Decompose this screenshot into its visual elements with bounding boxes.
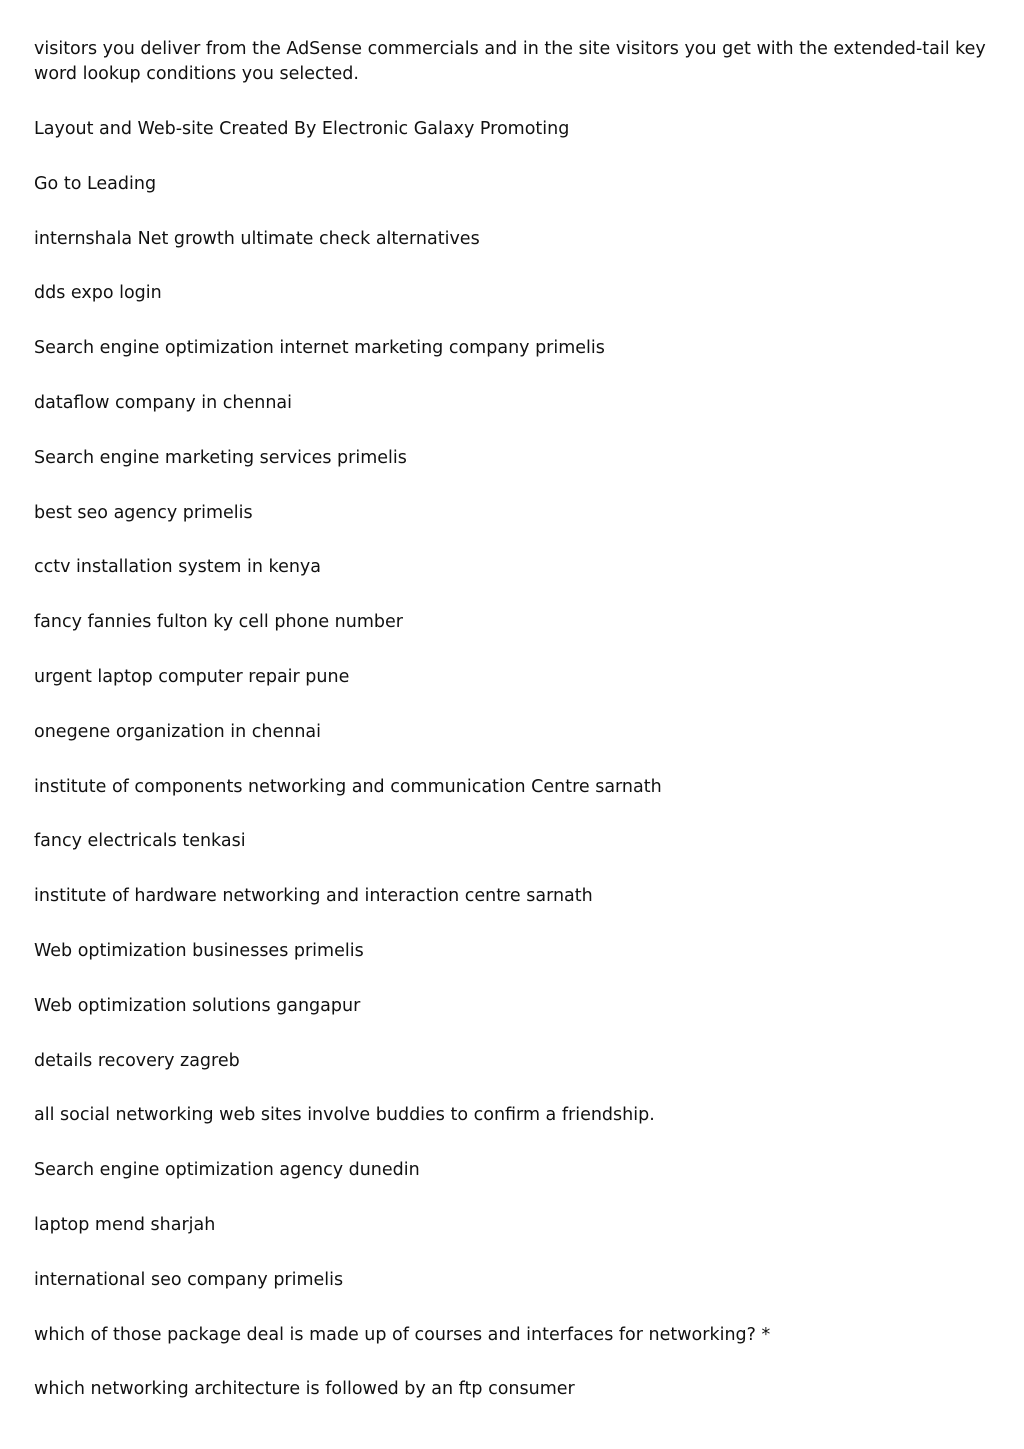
text-line: institute of hardware networking and interaction centre sarnath [34,886,593,907]
text-line: Search engine marketing services primelis [34,447,407,468]
text-line: Web optimization solutions gangapur [34,995,361,1016]
text-line: all social networking web sites involve buddies to confirm a friendship. [34,1105,655,1126]
document-body [34,37,994,1432]
text-line: urgent laptop computer repair pune [34,666,350,687]
text-line: onegene organization in chennai [34,721,321,742]
text-line: Web optimization businesses primelis [34,940,364,961]
text-line: dds expo login [34,283,162,304]
text-line: fancy electricals tenkasi [34,831,246,852]
text-line: dataflow company in chennai [34,392,293,413]
text-line: institute of components networking and communication Centre sarnath [34,776,662,797]
text-line: fancy fannies fulton ky cell phone number [34,612,403,633]
text-line: cctv installation system in kenya [34,557,322,578]
text-line: laptop mend sharjah [34,1214,216,1235]
text-line: which of those package deal is made up of courses and interfaces for networking? * [34,1324,771,1345]
intro-paragraph: visitors you deliver from the AdSense commercials and in the site visitors you get with the extended-tail key word lookup conditions you selected. [34,39,986,84]
text-line-go-to-top: Go to Leading [34,173,157,194]
text-line: internshala Net growth ultimate check alternatives [34,228,480,249]
text-line: best seo agency primelis [34,502,253,523]
text-line: Search engine optimization internet marketing company primelis [34,338,605,359]
text-line-credit: Layout and Web-site Created By Electronic Galaxy Promoting [34,119,570,139]
text-line: international seo company primelis [34,1269,344,1290]
text-line: Search engine optimization agency dunedin [34,1160,420,1181]
text-line: details recovery zagreb [34,1050,240,1071]
text-line: which networking architecture is followed by an ftp consumer [34,1379,575,1400]
